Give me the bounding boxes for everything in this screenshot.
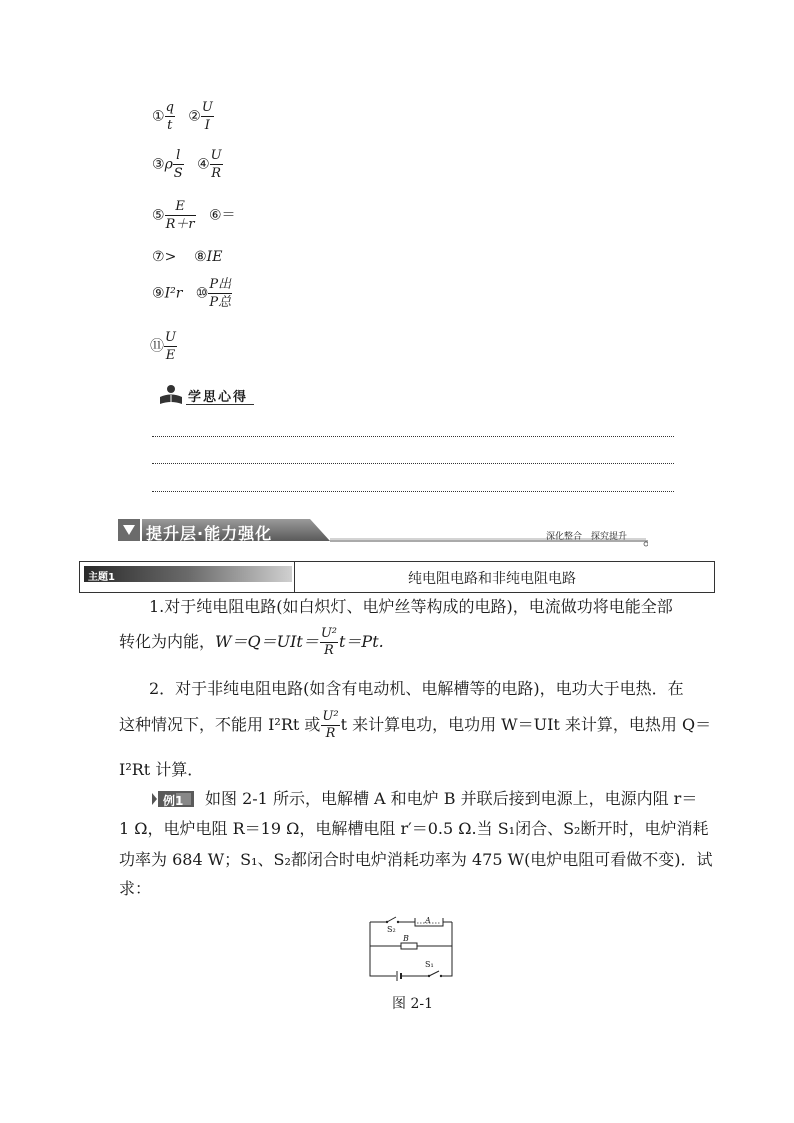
circuit-label-b: B xyxy=(403,934,409,943)
banner-subtitle: 深化整合 探究提升 xyxy=(546,532,628,542)
notes-line-1[interactable] xyxy=(152,436,674,437)
topic-tag: 主题1 xyxy=(88,572,115,583)
answer-fraction-11 xyxy=(164,330,177,363)
example-tag xyxy=(152,790,194,808)
answer-fraction-1 xyxy=(165,100,175,133)
notes-header xyxy=(156,383,254,407)
answer-row-5 xyxy=(152,277,232,310)
answer-row-2 xyxy=(152,148,223,181)
fraction-denominator: I xyxy=(201,116,214,133)
answer-mark-4: ④ xyxy=(197,156,210,173)
answer-mark-7: ⑦ xyxy=(152,249,165,265)
para2-fraction xyxy=(321,710,339,741)
answer-row-4 xyxy=(152,249,222,265)
fraction-denominator: R xyxy=(211,166,221,181)
notes-header-label: 学思心得 xyxy=(188,390,249,405)
answer-text-8: IE xyxy=(206,249,223,265)
notes-header-underline xyxy=(186,404,254,405)
para1-line1: 1.对于纯电阻电路(如白炽灯、电炉丝等构成的电路)，电流做功将电能全部 xyxy=(149,597,673,616)
answer-fraction-4 xyxy=(210,148,223,181)
para2-text-b: t 来计算电功，电功用 W＝UIt 来计算，电热用 Q＝ xyxy=(340,715,712,734)
answer-mark-1: ① xyxy=(152,108,165,125)
answer-mark-10: ⑩ xyxy=(195,285,209,302)
answer-fraction-5 xyxy=(165,199,196,232)
answer-mark-11: ⑪ xyxy=(150,338,164,355)
fraction-numerator: q xyxy=(165,100,174,115)
fraction-denominator: P总 xyxy=(209,295,232,310)
circuit-diagram xyxy=(365,912,455,982)
answer-text-9: I²r xyxy=(164,285,183,302)
answer-mark-6: ⑥ xyxy=(208,207,222,224)
example-line3: 功率为 684 W；S₁、S₂都闭合时电炉消耗功率为 475 W(电炉电阻可看做不变)．试 xyxy=(119,850,713,869)
answer-mark-3: ③ xyxy=(152,156,165,173)
example-tag-label: 例1 xyxy=(163,794,184,808)
answer-row-3 xyxy=(152,199,236,232)
circuit-label-s1: S₁ xyxy=(425,960,434,969)
notes-line-2[interactable] xyxy=(152,463,674,464)
fraction-denominator: t xyxy=(165,116,175,133)
fraction-denominator: S xyxy=(173,166,183,181)
answer-mark-9: ⑨ xyxy=(152,285,165,302)
notes-line-3[interactable] xyxy=(152,491,674,492)
banner-title: 提升层·能力强化 xyxy=(146,524,273,543)
fraction-numerator: P出 xyxy=(209,277,232,292)
para2-line3: I²Rt 计算． xyxy=(119,760,204,779)
para1-text: 转化为内能， xyxy=(119,632,216,651)
answer-rho: ρ xyxy=(164,156,173,173)
reader-icon xyxy=(156,383,186,407)
para1-line2 xyxy=(119,627,384,658)
para2-line2 xyxy=(119,710,711,741)
answer-text-7: > xyxy=(164,249,177,265)
answer-fraction-3 xyxy=(173,148,184,181)
para2-line1: 2．对于非纯电阻电路(如含有电动机、电解槽等的电路)，电功大于电热．在 xyxy=(149,679,684,698)
answer-mark-2: ② xyxy=(188,108,201,125)
fraction-denominator: R＋r xyxy=(165,217,195,232)
para1-tail: t＝Pt. xyxy=(339,632,384,651)
topic-title: 纯电阻电路和非纯电阻电路 xyxy=(408,571,576,587)
fraction-numerator: U² xyxy=(322,709,339,724)
fraction-numerator: l xyxy=(176,148,181,163)
answer-fraction-10 xyxy=(208,277,232,310)
para1-fraction xyxy=(320,627,338,658)
topic-tag-bar xyxy=(84,566,292,582)
answer-row-6 xyxy=(150,330,177,363)
example-line4: 求： xyxy=(119,879,152,898)
fraction-numerator: U xyxy=(165,330,176,345)
fraction-denominator: E xyxy=(165,348,176,363)
fraction-denominator: R xyxy=(320,642,338,658)
para2-text-a: 这种情况下，不能用 I²Rt 或 xyxy=(119,715,321,734)
circuit-figure xyxy=(365,912,455,982)
circuit-label-s2: S₂ xyxy=(387,925,396,934)
fraction-denominator: R xyxy=(321,725,339,741)
circuit-label-a: A xyxy=(425,916,431,925)
answer-mark-5: ⑤ xyxy=(152,207,165,224)
fraction-numerator: U² xyxy=(320,626,337,641)
topic-box xyxy=(79,561,715,593)
para1-formula: W＝Q＝UIt＝ xyxy=(215,632,319,651)
fraction-numerator: U xyxy=(210,148,222,163)
answer-row-1 xyxy=(152,100,214,133)
answer-mark-8: ⑧ xyxy=(194,249,207,265)
answer-fraction-2 xyxy=(201,100,214,133)
answer-text-6: ＝ xyxy=(221,207,236,224)
example-line1: 如图 2-1 所示，电解槽 A 和电炉 B 并联后接到电源上，电源内阻 r＝ xyxy=(205,789,698,808)
topic-tag-area xyxy=(80,562,295,592)
figure-caption: 图 2-1 xyxy=(392,996,433,1012)
section-banner xyxy=(118,517,648,547)
example-line2: 1 Ω，电炉电阻 R＝19 Ω，电解槽电阻 r′＝0.5 Ω.当 S₁闭合、S₂断开时，电炉消耗 xyxy=(119,819,709,838)
fraction-numerator: E xyxy=(175,199,185,214)
fraction-numerator: U xyxy=(201,100,213,115)
